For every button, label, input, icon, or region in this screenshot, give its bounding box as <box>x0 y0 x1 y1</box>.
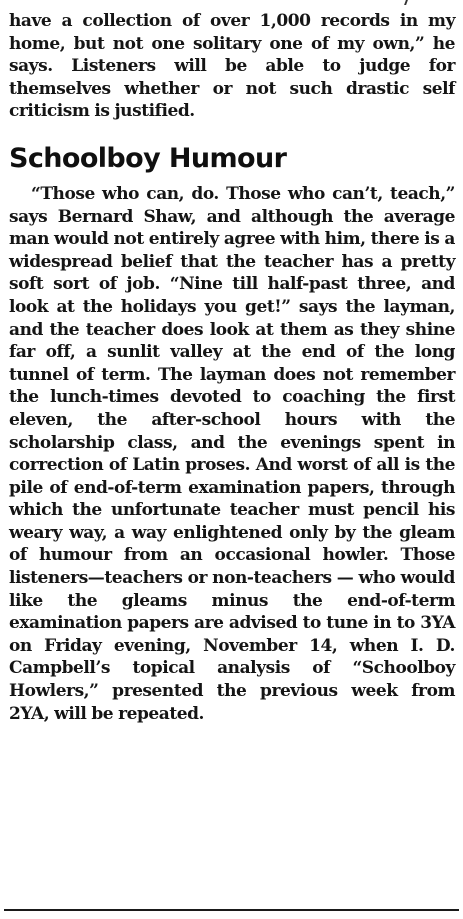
bottom-rule <box>4 909 459 911</box>
body-paragraph: “Those who can, do. Those who can’t, teach,” says Bernard Shaw, and although the average man would not entirely agree with him, there is a widespread belief that the teacher has a pretty soft sort of job. “Nine till half-past three, and look at the holidays you get!” says the layman, and the teacher does look at them as they shine far off, a sunlit valley at the end of the long tunnel of term. The layman does not remember the lunch-times devoted to coaching the first eleven, the after-school hours with the scholarship class, and the evenings spent in correction of Latin proses. And worst of all is the pile of end-of-term examination papers, through which the unfortunate teacher must pencil his weary way, a way enlightened only by the gleam of humour from an occasional howler. Those listeners—teachers or non-teachers — who would like the gleams minus the end-of-term examination papers are advised to tune in to 3YA on Friday evening, November 14, when I. D. Campbell’s topical analysis of “Schoolboy Howlers,” presented the previous week from 2YA, will be repeated. <box>9 183 455 724</box>
article-column <box>9 10 455 725</box>
intro-paragraph: have a collection of over 1,000 records in my home, but not one solitary one of my own,” he says. Listeners will be able to judge for themselves whether or not such drastic self criticism is justified. <box>9 11 455 122</box>
article-heading: Schoolboy Humour <box>9 142 287 174</box>
stray-mark <box>404 0 408 5</box>
